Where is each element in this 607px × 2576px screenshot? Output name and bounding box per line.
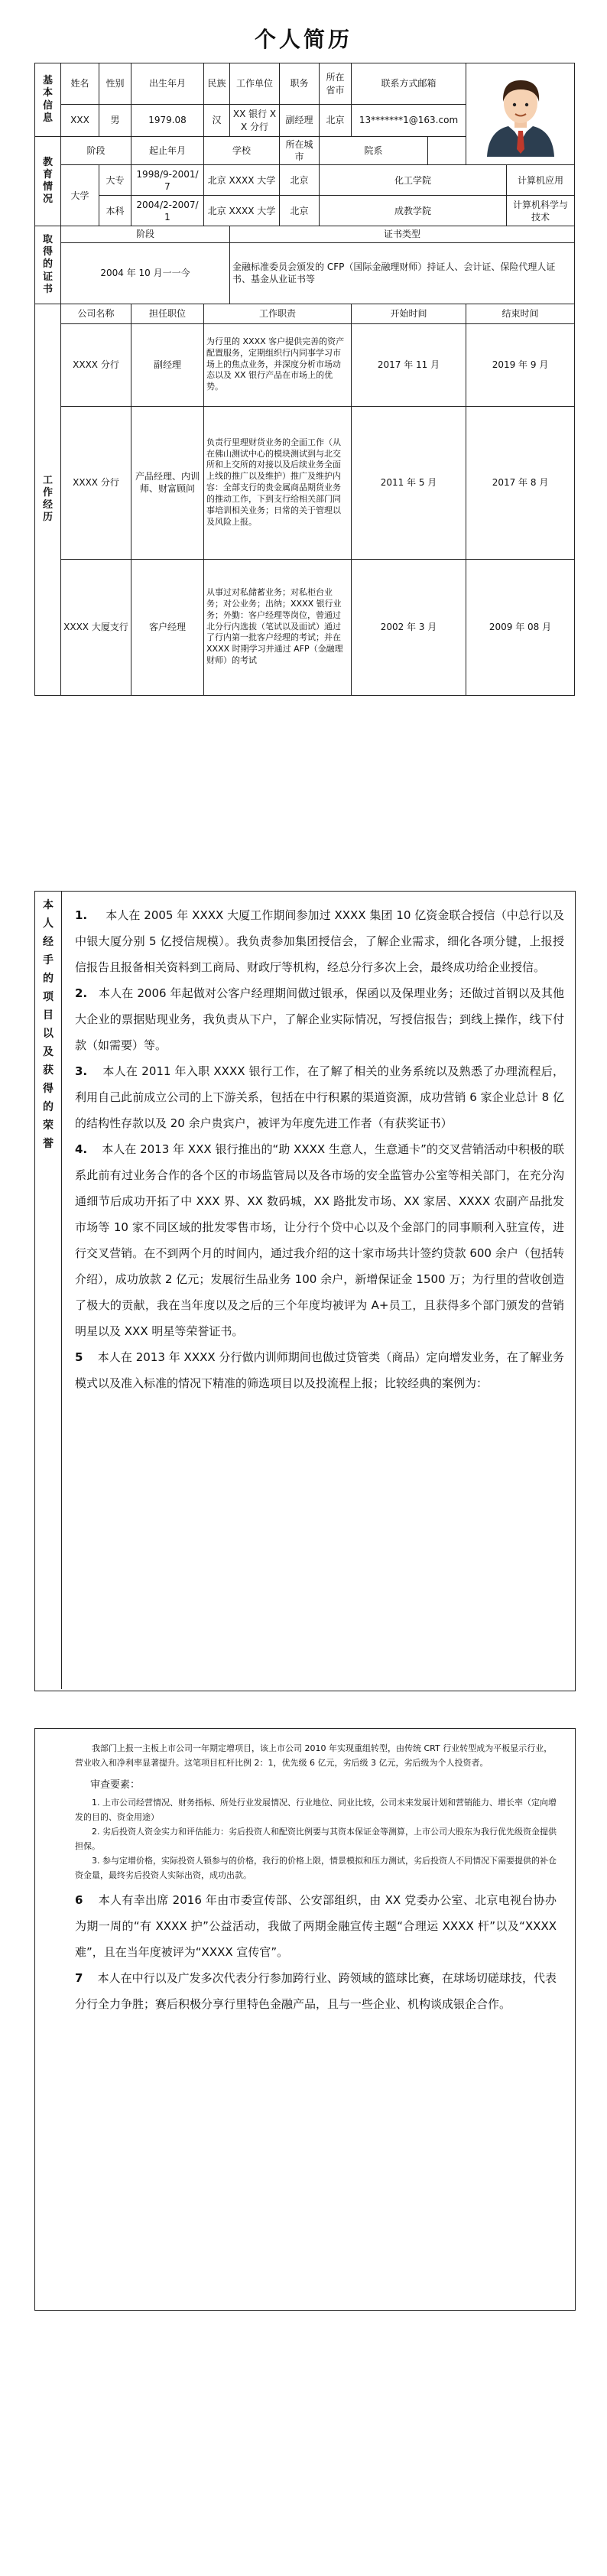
- company-header: 公司名称: [61, 304, 131, 323]
- stage-group: 大学: [61, 165, 99, 226]
- position-value: 副经理: [280, 105, 320, 137]
- ethnicity-header: 民族: [204, 63, 230, 105]
- school-header: 学校: [204, 137, 280, 165]
- education-label: 教 育 情 况: [35, 137, 61, 226]
- avatar: [481, 71, 560, 157]
- gender-value: 男: [99, 105, 131, 137]
- work-start: 2011 年 5 月: [352, 406, 466, 559]
- gender-header: 性别: [99, 63, 131, 105]
- edu-school: 北京 XXXX 大学: [204, 165, 280, 196]
- employer-header: 工作单位: [230, 63, 280, 105]
- edu-city: 北京: [280, 196, 320, 226]
- edu-dept: 化工学院: [320, 165, 507, 196]
- employer-value: XX 银行 XX 分行: [230, 105, 280, 137]
- edu-period: 1998/9-2001/7: [131, 165, 204, 196]
- cert-type-header: 证书类型: [230, 226, 575, 242]
- edu-period: 2004/2-2007/1: [131, 196, 204, 226]
- case-subhead: 审查要素：: [90, 1779, 141, 1791]
- case-point: 2. 劣后投资人资金实力和评估能力：劣后投资人和配资比例要与其资本保证金等测算，上市公司大股东为我行优先级资金提供担保。: [75, 1827, 557, 1851]
- job-header: 担任职位: [131, 304, 204, 323]
- name-header: 姓名: [61, 63, 99, 105]
- work-end: 2017 年 8 月: [466, 406, 575, 559]
- project-item: 6 本人有幸出席 2016 年由市委宣传部、公安部组织，由 XX 党委办公室、北京电视台协办为期一周的“有 XXXX 护”公益活动，我做了两期金融宣传主题“合理运 XXXX 杆”以及“XXXX 难”，且在当年度被评为“XXXX 宣传官”。: [75, 1893, 557, 1959]
- work-end: 2019 年 9 月: [466, 323, 575, 406]
- certificate-label: 取 得 的 证 书: [35, 226, 61, 304]
- case-intro: 我部门上报一主板上市公司一年期定增项目，该上市公司 2010 年实现重组转型，由传统 CRT 行业转型成为平板显示行业，营业收入和净利率显著提升。这笔项目杠杆比例 2：1，优先级 6 亿元，劣后级 3 亿元，劣后级为个人投资者。: [75, 1743, 553, 1768]
- projects-body: [75, 902, 564, 1396]
- edu-stage: 本科: [99, 196, 131, 226]
- case-point: 1. 上市公司经营情况、财务指标、所处行业发展情况、行业地位、同业比较，公司未来发展计划和营销能力、增长率（定向增发的目的、资金用途）: [75, 1798, 557, 1822]
- project-item: 5 本人在 2013 年 XXXX 分行做内训师期间也做过贷管类（商品）定向增发业务，在了解业务模式以及准入标准的情况下精准的筛选项目以及投流程上报；比较经典的案例为：: [75, 1350, 564, 1390]
- edu-school: 北京 XXXX 大学: [204, 196, 280, 226]
- work-company: XXXX 分行: [61, 406, 131, 559]
- province-value: 北京: [320, 105, 352, 137]
- period-header: 起止年月: [131, 137, 204, 165]
- stage-header: 阶段: [61, 137, 131, 165]
- projects-label: 本 人 经 手 的 项 目 以 及 获 得 的 荣 誉: [35, 892, 62, 1689]
- cert-period: 2004 年 10 月一一今: [61, 242, 230, 304]
- birth-value: 1979.08: [131, 105, 204, 137]
- work-position: 产品经理、内训师、财富顾问: [131, 406, 204, 559]
- edu-dept: 成教学院: [320, 196, 507, 226]
- project-item: 4. 本人在 2013 年 XXX 银行推出的“助 XXXX 生意人，生意通卡”的交叉营销活动中积极的联系此前有过业务合作的各个区的市场监管局以及各市场的安全监管办公室等相关部门，在充分沟通细节后成功开拓了中 XXX 界、XX 数码城，XX 路批发市场、XX 家居、XXXX 农副产品批发市场等 10 家不同区域的批发零售市场，让分行个贷中心以及个金部门的同事顺利入驻宣传，进行交叉营销。在不到两个月的时间内，通过我介绍的这十家市场共计签约贷款 600 余户（包括转介绍），成功放款 2 亿元；发展衍生品业务 100 余户，新增保证金 1500 万；为行里的营收创造了极大的贡献，我在当年度以及之后的三个年度均被评为 A+员工，且获得多个部门颁发的营销明星以及 XXX 明星等荣誉证书。: [75, 1142, 564, 1338]
- start-header: 开始时间: [352, 304, 466, 323]
- project-item: 7 本人在中行以及广发多次代表分行参加跨行业、跨领域的篮球比赛，在球场切磋球技，代表分行全力争胜；赛后积极分享行里特色金融产品，且与一些企业、机构谈成银企合作。: [75, 1971, 557, 2011]
- contact-header: 联系方式邮箱: [352, 63, 466, 105]
- work-duty: 负责行里理财货业务的全面工作（从在佛山测试中心的模块测试到与北交所和上交所的对接以及后续业务全面上线的推广以及维护）推广及维护内容：全部支行的贵金属商品期货业务的推动工作，下到支行给相关部门同事培训相关业务；日常的关于管理以及风险上报。: [204, 406, 352, 559]
- work-company: XXXX 分行: [61, 323, 131, 406]
- page-title: 个人简历: [254, 27, 352, 52]
- end-header: 结束时间: [466, 304, 575, 323]
- birth-header: 出生年月: [131, 63, 204, 105]
- city-header: 所在城市: [280, 137, 320, 165]
- edu-city: 北京: [280, 165, 320, 196]
- position-header: 职务: [280, 63, 320, 105]
- project-item: 1. 本人在 2005 年 XXXX 大厦工作期间参加过 XXXX 集团 10 亿资金联合授信（中总行以及中银大厦分别 5 亿授信规模）。我负责参加集团授信会，了解企业需求，细化各项分键，上报授信报告且报备相关资料到工商局、财政厅等机构，经总分行多次上会，最终成功给企业授信。: [75, 908, 564, 974]
- work-duty: 从事过对私储蓄业务；对私柜台业务；对公业务；出纳；XXXX 银行业务；外勤：客户经理等岗位，曾通过北分行内选拔（笔试以及面试）通过了行内第一批客户经理的考试；并在 XXXX 时期学习并通过 AFP（金融理财师）的考试: [204, 559, 352, 695]
- project-item: 2. 本人在 2006 年起做对公客户经理期间做过银承，保函以及保理业务；还做过首钢以及其他大企业的票据贴现业务，我负责从下户，了解企业实际情况，写授信报告；到线上操作，线下付款（如需要）等。: [75, 986, 564, 1052]
- resume-table: [34, 63, 575, 696]
- projects-section: [34, 891, 576, 1691]
- name-value: XXX: [61, 105, 99, 137]
- work-position: 客户经理: [131, 559, 204, 695]
- work-position: 副经理: [131, 323, 204, 406]
- ethnicity-value: 汉: [204, 105, 230, 137]
- dept-header: 院系: [320, 137, 428, 165]
- edu-major: 计算机应用: [507, 165, 575, 196]
- work-duty: 为行里的 XXXX 客户提供完善的资产配置服务，定期组织行内同事学习市场上的焦点业务，并深度分析市场动态以及 XX 银行产品在市场上的优势。: [204, 323, 352, 406]
- photo-cell: [466, 63, 575, 165]
- cert-stage-header: 阶段: [61, 226, 230, 242]
- duty-header: 工作职责: [204, 304, 352, 323]
- case-body: [75, 1741, 557, 2017]
- case-point: 3. 参与定增价格，实际投资人锁参与的价格，我行的价格上限，情景模拟和压力测试，劣后投资人不同情况下需要提供的补仓资金量，最终劣后投资人实际出资，成功出款。: [75, 1856, 557, 1880]
- work-company: XXXX 大厦支行: [61, 559, 131, 695]
- edu-major: 计算机科学与技术: [507, 196, 575, 226]
- work-label: 工 作 经 历: [35, 304, 61, 695]
- work-start: 2002 年 3 月: [352, 559, 466, 695]
- cert-content: 金融标准委员会颁发的 CFP（国际金融理财师）持证人、会计证、保险代理人证书、基金从业证书等: [230, 242, 575, 304]
- case-section: [34, 1728, 576, 2311]
- work-end: 2009 年 08 月: [466, 559, 575, 695]
- email-value: 13*******1@163.com: [352, 105, 466, 137]
- province-header: 所在省市: [320, 63, 352, 105]
- project-item: 3. 本人在 2011 年入职 XXXX 银行工作，在了解了相关的业务系统以及熟悉了办理流程后，利用自己此前成立公司的上下游关系，包括在中行积累的渠道资源，成功营销 6 家企业总计 8 亿的结构性存款以及 20 余户贵宾户，被评为年度先进工作者（有获奖证书）: [75, 1064, 564, 1130]
- work-start: 2017 年 11 月: [352, 323, 466, 406]
- edu-stage: 大专: [99, 165, 131, 196]
- basic-info-label: 基 本 信 息: [35, 63, 61, 137]
